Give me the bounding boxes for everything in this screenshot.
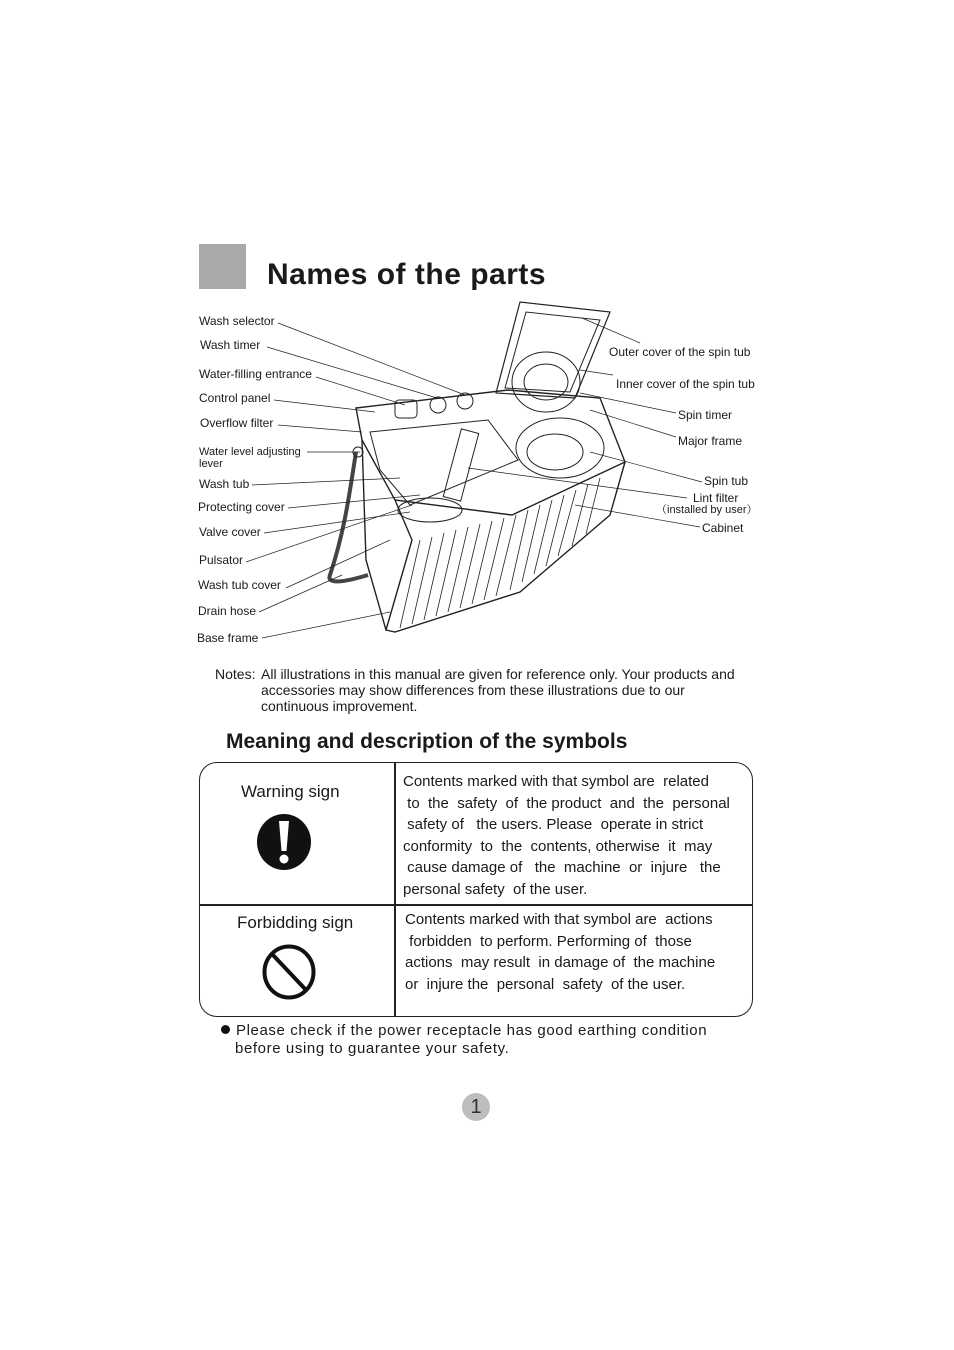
safety-note-line-1: Please check if the power receptacle has good earthing condition xyxy=(236,1022,708,1039)
label-cabinet: Cabinet xyxy=(702,521,744,535)
safety-note xyxy=(221,1022,781,1058)
label-water-level-lever-2: lever xyxy=(199,458,223,470)
label-water-level-lever: Water level adjusting xyxy=(199,446,301,458)
warning-sign-label: Warning sign xyxy=(241,782,340,801)
label-outer-cover-spin-tub: Outer cover of the spin tub xyxy=(609,345,751,359)
safety-note-line-2: before using to guarantee your safety. xyxy=(235,1040,510,1057)
label-valve-cover: Valve cover xyxy=(199,525,261,539)
label-wash-selector: Wash selector xyxy=(199,314,275,328)
exclamation-circle-icon xyxy=(256,813,312,871)
label-spin-timer: Spin timer xyxy=(678,408,733,422)
label-inner-cover-spin-tub: Inner cover of the spin tub xyxy=(616,377,755,391)
notes-line-2: accessories may show differences from these illustrations due to our xyxy=(261,682,685,698)
warning-description: Contents marked with that symbol are related to the safety of the product and the personal safety of the users. Please operate in strict conformity to the contents, otherwise it may cause damage of the machine or injure the personal safety of the user. xyxy=(403,773,730,898)
label-water-filling-entrance: Water-filling entrance xyxy=(199,367,312,381)
label-major-frame: Major frame xyxy=(678,434,743,448)
label-wash-timer: Wash timer xyxy=(200,338,261,352)
notes-block xyxy=(215,666,775,714)
label-control-panel: Control panel xyxy=(199,391,271,405)
notes-head: Notes: xyxy=(215,666,256,682)
label-protecting-cover: Protecting cover xyxy=(198,500,285,514)
label-base-frame: Base frame xyxy=(197,631,259,645)
symbols-title: Meaning and description of the symbols xyxy=(226,730,628,753)
prohibition-circle-icon xyxy=(261,943,317,1001)
bullet-dot-icon xyxy=(221,1025,230,1034)
notes-line-3: continuous improvement. xyxy=(261,698,418,714)
table-divider-vertical xyxy=(394,762,396,1017)
label-wash-tub-cover: Wash tub cover xyxy=(198,578,281,592)
label-lint-filter: Lint filter xyxy=(693,491,739,505)
forbidding-description: Contents marked with that symbol are actions forbidden to perform. Performing of those actions may result in damage of the machine or injure the personal safety of the user. xyxy=(405,911,716,993)
page-title: Names of the parts xyxy=(267,258,547,291)
notes-line-1: All illustrations in this manual are given for reference only. Your products and xyxy=(261,666,735,682)
label-spin-tub: Spin tub xyxy=(704,474,749,488)
label-drain-hose: Drain hose xyxy=(198,604,257,618)
label-wash-tub: Wash tub xyxy=(199,477,250,491)
table-divider-horizontal xyxy=(199,904,753,906)
label-installed-by-user: （installed by user） xyxy=(656,504,758,516)
label-overflow-filter: Overflow filter xyxy=(200,416,274,430)
label-pulsator: Pulsator xyxy=(199,553,244,567)
forbidding-sign-label: Forbidding sign xyxy=(237,913,354,932)
page-number: 1 xyxy=(462,1093,490,1121)
